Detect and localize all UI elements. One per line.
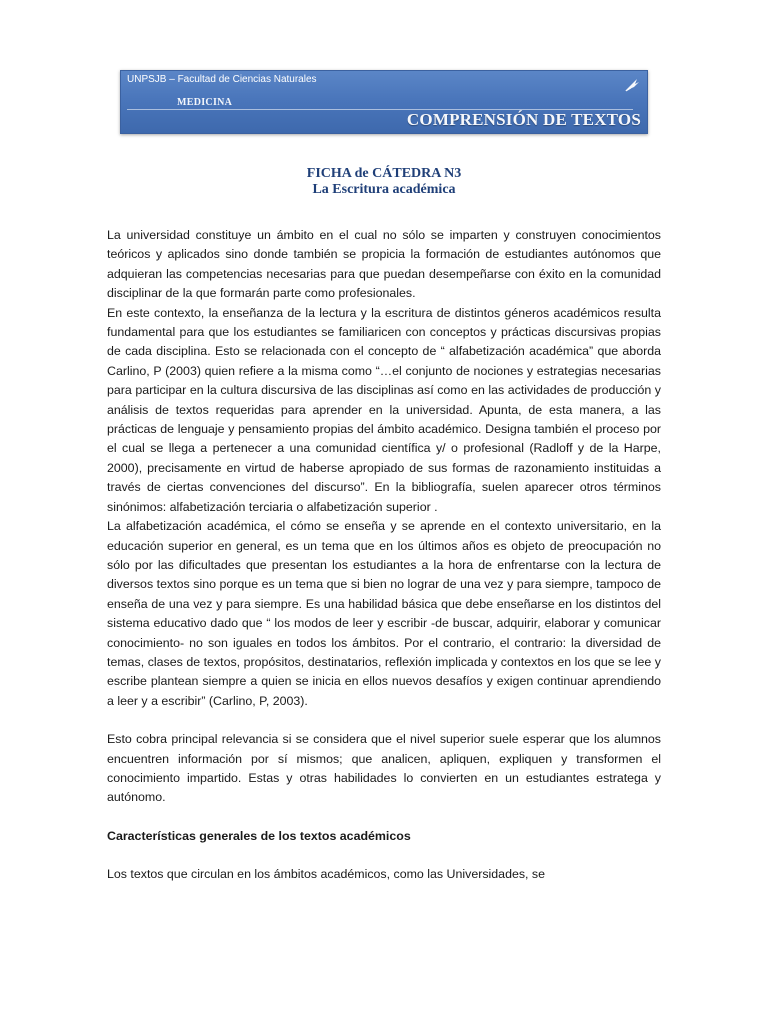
institution-name: UNPSJB – Facultad de Ciencias Naturales xyxy=(127,74,317,85)
paragraph: La alfabetización académica, el cómo se enseña y se aprende en el contexto universitario, en la educación superior en general, es un tema que en los últimos años es objeto de preocupación no sólo por las dificultades que presentan los estudiantes a la hora de enfrentarse con la lectura de diversos textos sino porque es un tema que si bien no lograr de una vez y para siempre, tampoco de enseña de una vez y para siempre. Es una habilidad básica que debe enseñarse en los distintos del sistema educativo dado que “ los modos de leer y escribir -de buscar, adquirir, elaborar y comunicar conocimiento- no son iguales en todos los ámbitos. Por el contrario, el contrario: la diversidad de temas, clases de textos, propósitos, destinatarios, reflexión implicada y contextos en los que se lee y escribe plantean siempre a quien se inicia en ellos nuevos desafíos y exigen continuar aprendiendo a leer y a escribir” (Carlino, P, 2003). xyxy=(107,519,661,708)
paragraph: Esto cobra principal relevancia si se considera que el nivel superior suele esperar que los alumnos encuentren información por sí mismos; que analicen, apliquen, expliquen y transformen el conocimiento impartido. Estas y otras habilidades lo convierten en un estudiantes estratega y autónomo. xyxy=(107,732,661,805)
document-body xyxy=(107,226,661,885)
course-title: COMPRENSIÓN DE TEXTOS xyxy=(406,110,641,129)
paragraph: Los textos que circulan en los ámbitos académicos, como las Universidades, se xyxy=(107,867,546,882)
section-heading: Características generales de los textos académicos xyxy=(107,828,411,843)
paragraph: En este contexto, la enseñanza de la lectura y la escritura de distintos géneros académicos resulta fundamental para que los estudiantes se familiaricen con conceptos y prácticas discursivas propias de cada disciplina. Esto se relacionada con el concepto de “ alfabetización académica” que aborda Carlino, P (2003) quien refiere a la misma como “…el conjunto de nociones y estrategias necesarias para participar en la cultura discursiva de las disciplinas así como en las actividades de producción y análisis de textos requeridas para aprender en la universidad. Apunta, de esta manera, a las prácticas de lenguaje y pensamiento propias del ámbito académico. Designa también el proceso por el cual se llega a pertenecer a una comunidad científica y/ o profesional (Radloff y de la Harpe, 2000), precisamente en virtud de haberse apropiado de sus formas de razonamiento instituidas a través de ciertas convenciones del discurso”. En la bibliografía, suelen aparecer otros términos sinónimos: alfabetización terciaria o alfabetización superior . xyxy=(107,305,661,514)
bird-logo-icon xyxy=(623,76,641,94)
paragraph: La universidad constituye un ámbito en el cual no sólo se imparten y construyen conocimientos teóricos y aplicados sino donde también se propicia la formación de estudiantes autónomos que adquieran las competencias necesarias para que puedan desempeñarse con éxito en la comunidad disciplinar de la que formarán parte como profesionales. xyxy=(107,228,661,301)
department-name: MEDICINA xyxy=(177,97,233,108)
header-banner xyxy=(120,70,648,134)
page-subtitle: La Escritura académica xyxy=(312,182,456,197)
page-title: FICHA de CÁTEDRA N3 xyxy=(306,166,462,181)
